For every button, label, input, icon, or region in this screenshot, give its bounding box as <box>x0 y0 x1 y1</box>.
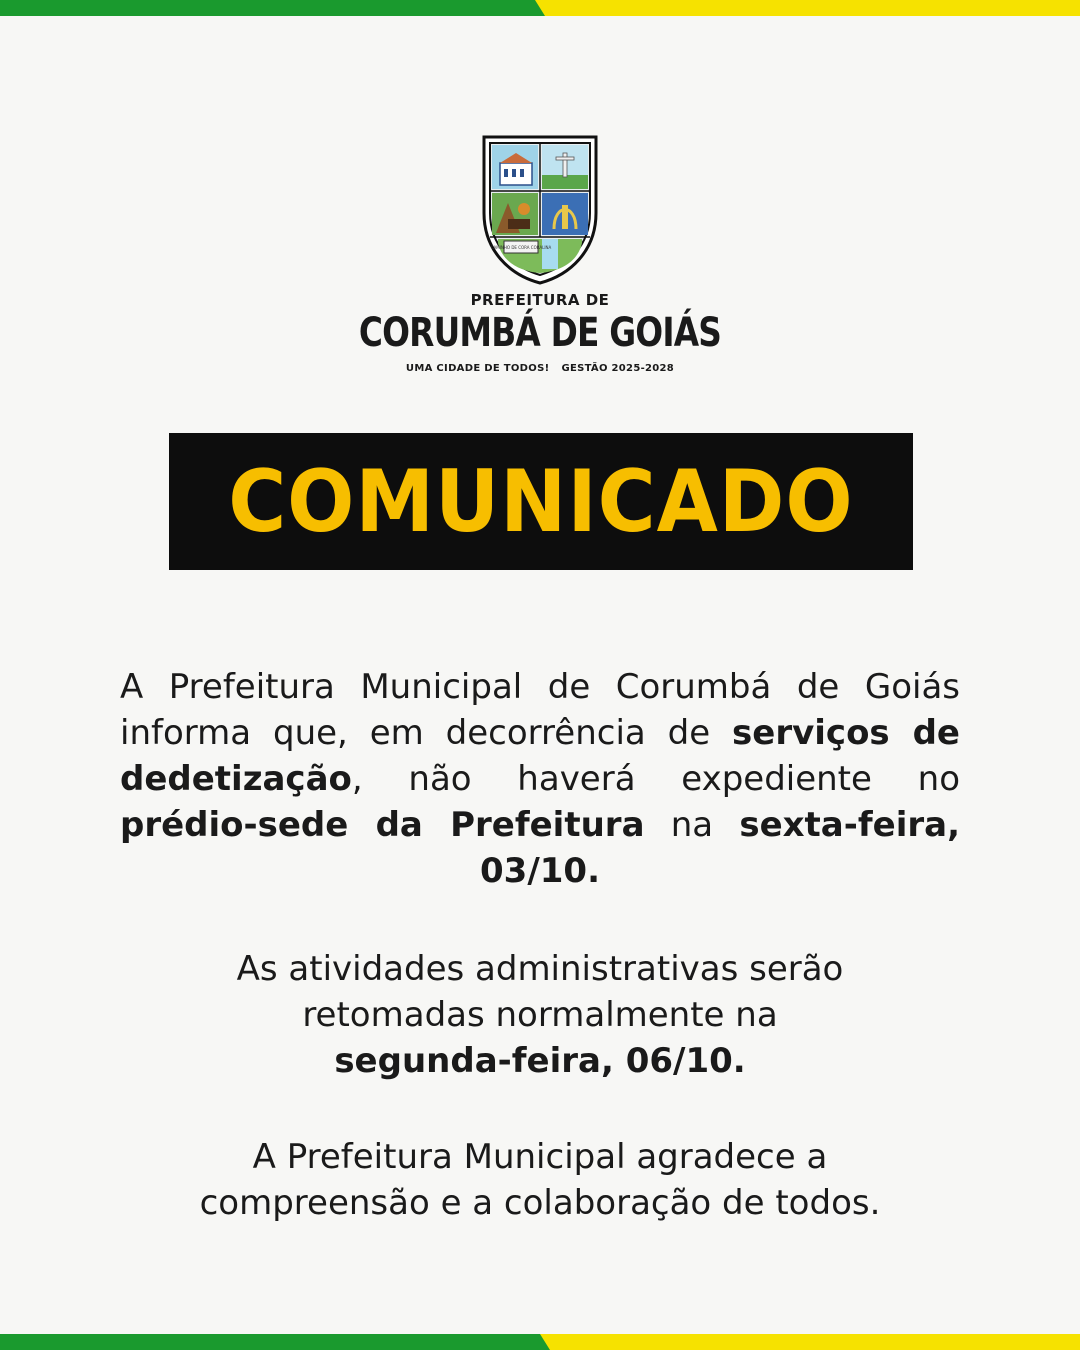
resume-line-1: As atividades administrativas serão <box>236 949 844 989</box>
notice-paragraph <box>120 664 960 894</box>
term: GESTÃO 2025-2028 <box>561 363 675 374</box>
notice-text-2: , não haverá expediente no <box>351 759 960 799</box>
resume-paragraph <box>120 946 960 1084</box>
announcement-banner <box>169 433 913 570</box>
notice-bold-building: prédio-sede da Prefeitura <box>120 805 645 845</box>
thanks-paragraph <box>120 1134 960 1226</box>
notice-bold-service: serviços de dedetização <box>120 713 960 799</box>
coat-of-arms-logo <box>478 133 602 285</box>
slogan: UMA CIDADE DE TODOS! <box>405 363 550 374</box>
resume-line-2: retomadas normalmente na <box>302 995 778 1035</box>
notice-text-1: A Prefeitura Municipal de Corumbá de Goiás informa que, em decorrência de <box>120 667 960 753</box>
brand-prefix: PREFEITURA DE <box>470 291 610 309</box>
resume-date: segunda-feira, 06/10. <box>334 1041 746 1081</box>
notice-text-3: na <box>644 805 740 845</box>
notice-bold-date: sexta-feira, 03/10. <box>480 805 960 891</box>
city-name: CORUMBÁ DE GOIÁS <box>358 310 722 356</box>
banner-title: COMUNICADO <box>228 451 854 552</box>
brand-tagline <box>0 363 1080 374</box>
logo-caption: CAMINHO DE CORA CORALINA <box>490 245 552 250</box>
bottom-color-stripe <box>0 1334 1080 1350</box>
thanks-line-2: compreensão e a colaboração de todos. <box>199 1183 881 1223</box>
thanks-line-1: A Prefeitura Municipal agradece a <box>252 1137 828 1177</box>
top-color-stripe <box>0 0 1080 16</box>
